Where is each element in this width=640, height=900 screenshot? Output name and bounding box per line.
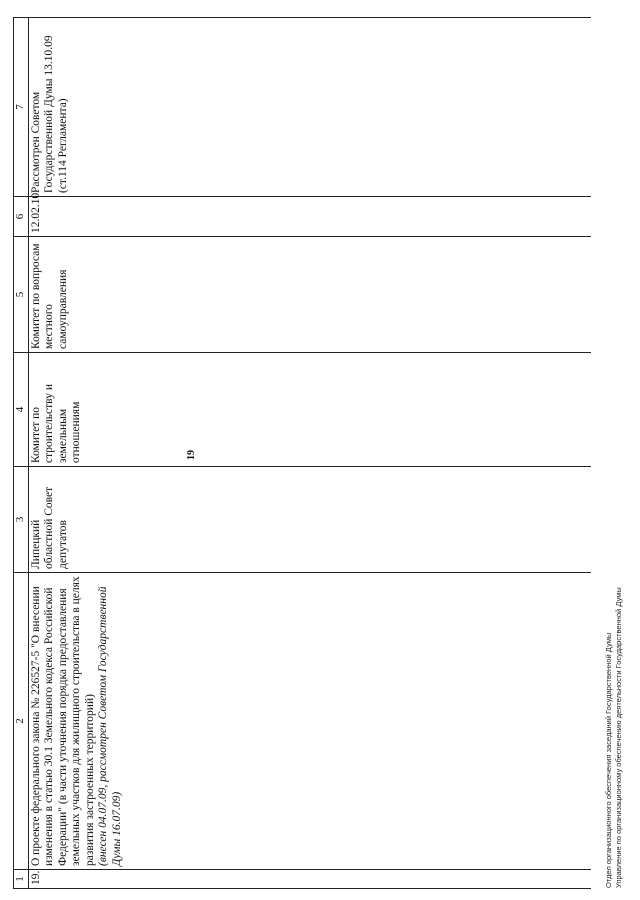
column-header-4: 4: [14, 353, 29, 467]
column-header-6: 6: [14, 197, 29, 237]
bill-description-cell: [28, 573, 591, 870]
table-row: [28, 18, 591, 889]
bill-title: О проекте федерального закона № 226527-5 "О внесении изменения в статью 30.1 Земельного кодекса Российской Федерации" (в части уточнения порядка предоставления земельных участков для жилищного строительства в целях развития застроенных территорий): [29, 576, 96, 866]
column-number-row: [14, 18, 29, 889]
register-table: [13, 17, 591, 889]
page-number: 19: [186, 450, 197, 460]
column-header-3: 3: [14, 467, 29, 573]
footer: [604, 587, 623, 888]
column-header-5: 5: [14, 237, 29, 353]
column-header-1: 1: [14, 870, 29, 889]
footer-department: Отдел организационного обеспечения заседаний Государственной Думы: [604, 632, 613, 888]
author-cell: Липецкий областной Совет депутатов: [28, 467, 591, 573]
bill-note: (внесен 04.07.09, рассмотрен Советом Государственной Думы 16.07.09): [97, 586, 123, 866]
footer-directorate: Управление по организационному обеспечению деятельности Государственной Думы: [613, 587, 623, 888]
column-header-2: 2: [14, 573, 29, 870]
column-header-7: 7: [14, 18, 29, 197]
committee-cell: Комитет по строительству и земельным отношениям: [28, 353, 591, 467]
status-cell: Рассмотрен Советом Государственной Думы 13.10.09 (ст.114 Регламента): [28, 18, 591, 197]
date-cell: 12.02.10: [28, 197, 591, 237]
co-committee-cell: Комитет по вопросам местного самоуправления: [28, 237, 591, 353]
row-number: 19.: [28, 870, 591, 889]
